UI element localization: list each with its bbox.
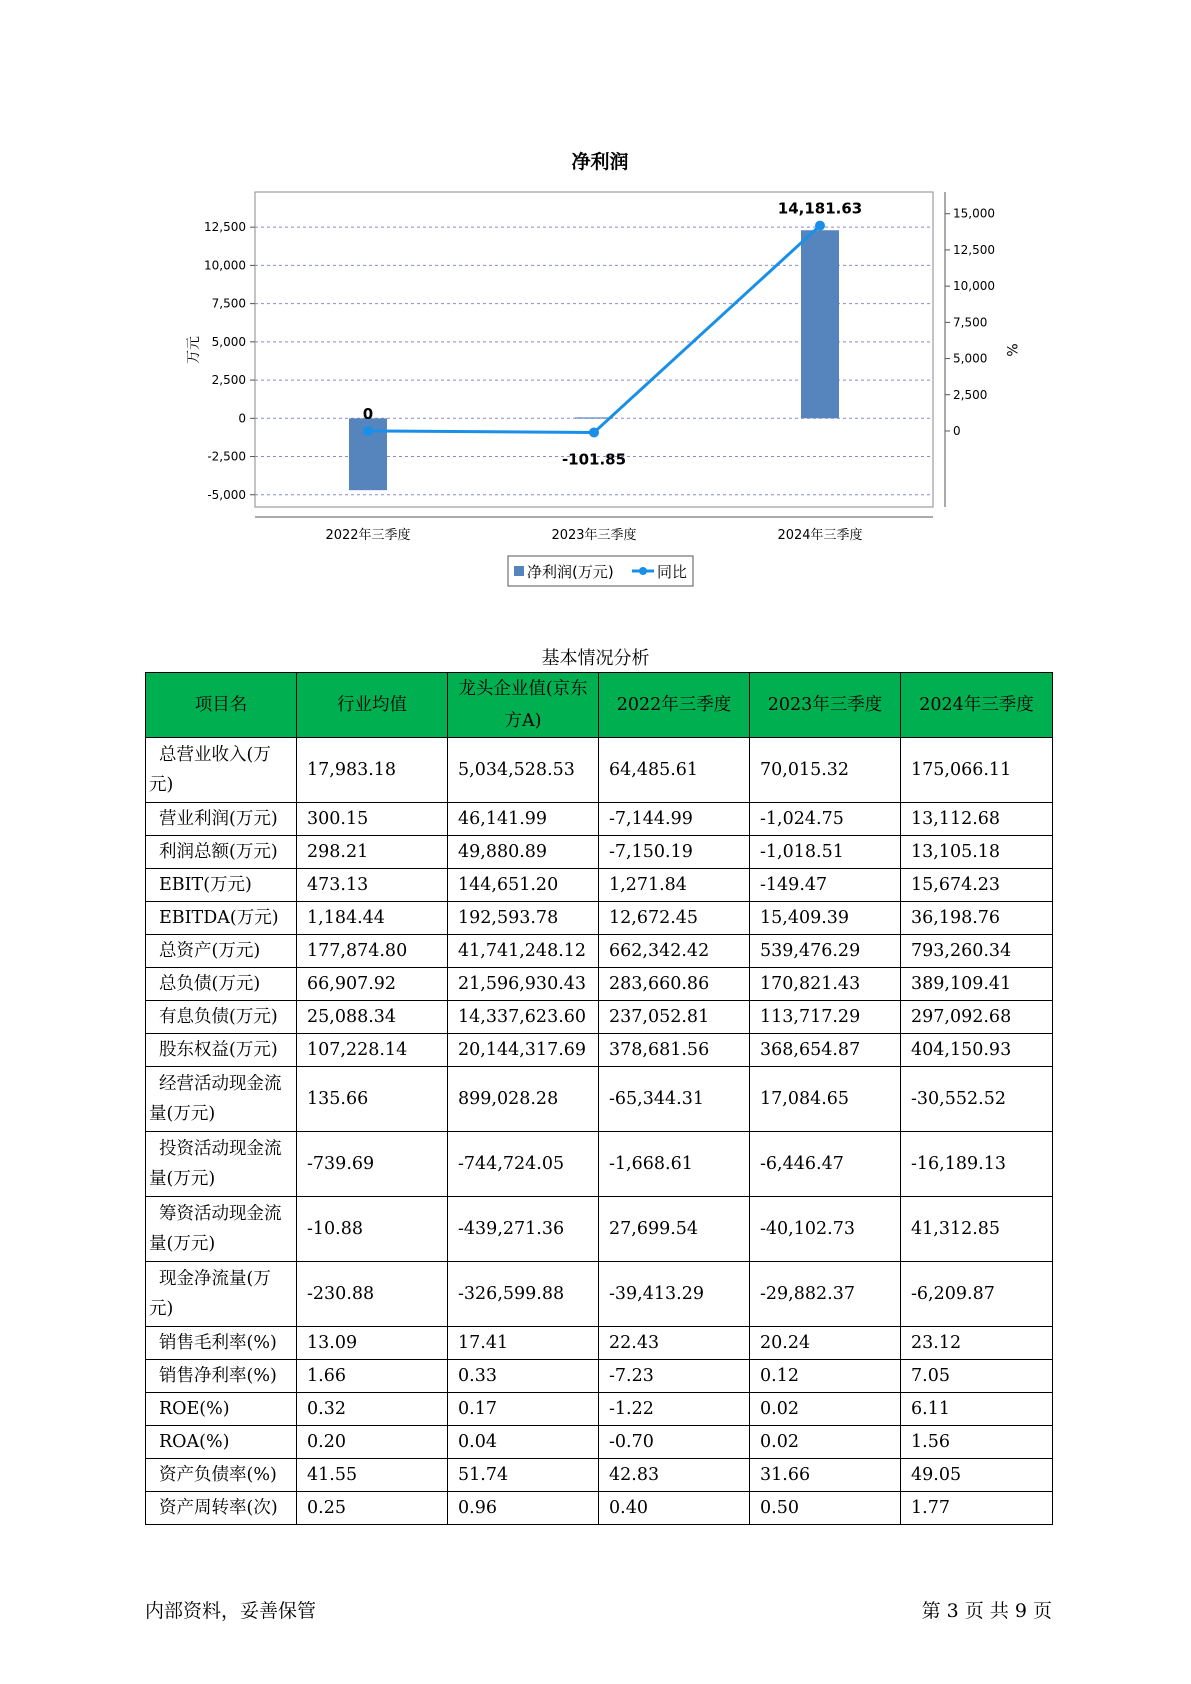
line-point [363,426,373,436]
table-row [146,836,1053,869]
value-cell: 107,228.14 [297,1034,448,1067]
value-cell: 41,312.85 [901,1197,1053,1262]
table-row [146,1426,1053,1459]
value-cell: 1.56 [901,1426,1053,1459]
value-cell: -16,189.13 [901,1132,1053,1197]
x-tick-label: 2023年三季度 [551,528,637,543]
y-tick-label: 10,000 [204,258,246,273]
value-cell: -230.88 [297,1262,448,1327]
table-row [146,1262,1053,1327]
legend-bar-label: 净利润(万元) [527,563,614,581]
y-axis-label: 万元 [186,336,202,364]
value-cell: 17.41 [448,1327,599,1360]
table-row [146,1067,1053,1132]
value-cell: 42.83 [599,1459,750,1492]
row-label-cell: 总负债(万元) [146,968,297,1001]
value-cell: 41,741,248.12 [448,935,599,968]
y2-tick-label: 5,000 [953,351,988,366]
value-cell: 175,066.11 [901,738,1053,803]
value-cell: -39,413.29 [599,1262,750,1327]
table-row [146,902,1053,935]
value-cell: 6.11 [901,1393,1053,1426]
value-cell: -1,668.61 [599,1132,750,1197]
value-cell: 13,105.18 [901,836,1053,869]
value-cell: 1.66 [297,1360,448,1393]
y2-tick-label: 0 [953,423,961,438]
y-tick-label: -2,500 [207,449,246,464]
table-row [146,1197,1053,1262]
value-cell: 15,674.23 [901,869,1053,902]
value-cell: 14,337,623.60 [448,1001,599,1034]
value-cell: 170,821.43 [750,968,901,1001]
value-cell: -1,018.51 [750,836,901,869]
value-cell: 0.32 [297,1393,448,1426]
value-cell: -65,344.31 [599,1067,750,1132]
line-point [815,221,825,231]
value-cell: 46,141.99 [448,803,599,836]
value-cell: 64,485.61 [599,738,750,803]
y2-tick-label: 15,000 [953,206,995,221]
value-cell: 27,699.54 [599,1197,750,1262]
table-row [146,803,1053,836]
row-label-cell: 投资活动现金流量(万元) [146,1132,297,1197]
row-label-cell: 总资产(万元) [146,935,297,968]
table-row [146,1327,1053,1360]
y-tick-label: 5,000 [211,334,246,349]
chart-title: 净利润 [571,151,629,173]
value-cell: -6,446.47 [750,1132,901,1197]
table-row [146,869,1053,902]
table-row [146,935,1053,968]
value-cell: -40,102.73 [750,1197,901,1262]
value-cell: 0.02 [750,1426,901,1459]
legend-line-label: 同比 [657,563,688,581]
value-cell: -0.70 [599,1426,750,1459]
value-cell: 1.77 [901,1492,1053,1525]
table-row [146,1034,1053,1067]
value-cell: 144,651.20 [448,869,599,902]
value-cell: 31.66 [750,1459,901,1492]
y2-axis-label: % [1003,343,1019,357]
data-label: 14,181.63 [777,199,863,218]
value-cell: -7,144.99 [599,803,750,836]
data-label: 0 [362,404,374,423]
table-row [146,738,1053,803]
y2-tick-label: 7,500 [953,315,988,330]
value-cell: -739.69 [297,1132,448,1197]
col-header-industry-avg: 行业均值 [297,673,448,738]
value-cell: 1,184.44 [297,902,448,935]
footer-confidential: 内部资料，妥善保管 [145,1600,317,1622]
table-header-row [146,673,1053,738]
value-cell: 0.20 [297,1426,448,1459]
value-cell: 135.66 [297,1067,448,1132]
value-cell: 404,150.93 [901,1034,1053,1067]
value-cell: -10.88 [297,1197,448,1262]
value-cell: 0.33 [448,1360,599,1393]
y2-tick-label: 10,000 [953,279,995,294]
line-point [589,427,599,437]
value-cell: -744,724.05 [448,1132,599,1197]
table-row [146,1393,1053,1426]
value-cell: -29,882.37 [750,1262,901,1327]
row-label-cell: 利润总额(万元) [146,836,297,869]
row-label-cell: 有息负债(万元) [146,1001,297,1034]
bar [801,230,839,418]
net-profit-chart [0,0,1191,600]
y2-tick-label: 12,500 [953,242,995,257]
value-cell: 36,198.76 [901,902,1053,935]
value-cell: -149.47 [750,869,901,902]
row-label-cell: ROA(%) [146,1426,297,1459]
value-cell: 20,144,317.69 [448,1034,599,1067]
value-cell: 49,880.89 [448,836,599,869]
table-row [146,968,1053,1001]
value-cell: -1,024.75 [750,803,901,836]
value-cell: 15,409.39 [750,902,901,935]
value-cell: 368,654.87 [750,1034,901,1067]
table-row [146,1360,1053,1393]
row-label-cell: 营业利润(万元) [146,803,297,836]
row-label-cell: 销售净利率(%) [146,1360,297,1393]
col-header-item: 项目名 [146,673,297,738]
value-cell: 20.24 [750,1327,901,1360]
value-cell: 41.55 [297,1459,448,1492]
value-cell: 13.09 [297,1327,448,1360]
analysis-table [145,672,1053,1525]
col-header-2022q3: 2022年三季度 [599,673,750,738]
col-header-leader: 龙头企业值(京东方A) [448,673,599,738]
value-cell: 662,342.42 [599,935,750,968]
value-cell: 237,052.81 [599,1001,750,1034]
value-cell: 17,084.65 [750,1067,901,1132]
row-label-cell: 资产周转率(次) [146,1492,297,1525]
y-tick-label: 7,500 [211,296,246,311]
value-cell: 283,660.86 [599,968,750,1001]
value-cell: 0.02 [750,1393,901,1426]
value-cell: 0.25 [297,1492,448,1525]
row-label-cell: 现金净流量(万元) [146,1262,297,1327]
row-label-cell: 筹资活动现金流量(万元) [146,1197,297,1262]
value-cell: 0.04 [448,1426,599,1459]
x-tick-label: 2024年三季度 [777,528,863,543]
row-label-cell: EBITDA(万元) [146,902,297,935]
value-cell: 297,092.68 [901,1001,1053,1034]
y-tick-label: 2,500 [211,373,246,388]
row-label-cell: 股东权益(万元) [146,1034,297,1067]
value-cell: 13,112.68 [901,803,1053,836]
row-label-cell: ROE(%) [146,1393,297,1426]
value-cell: -7,150.19 [599,836,750,869]
value-cell: 22.43 [599,1327,750,1360]
value-cell: 0.12 [750,1360,901,1393]
value-cell: -7.23 [599,1360,750,1393]
value-cell: 113,717.29 [750,1001,901,1034]
value-cell: 21,596,930.43 [448,968,599,1001]
value-cell: 0.40 [599,1492,750,1525]
y-tick-label: -5,000 [207,487,246,502]
value-cell: 51.74 [448,1459,599,1492]
value-cell: 539,476.29 [750,935,901,968]
value-cell: 0.50 [750,1492,901,1525]
y-tick-label: 12,500 [204,220,246,235]
table-row [146,1492,1053,1525]
y-tick-label: 0 [238,411,246,426]
legend-line-marker [639,567,647,575]
value-cell: 298.21 [297,836,448,869]
value-cell: 0.96 [448,1492,599,1525]
value-cell: -30,552.52 [901,1067,1053,1132]
value-cell: 5,034,528.53 [448,738,599,803]
table-body [146,738,1053,1525]
data-label: -101.85 [561,450,627,469]
row-label-cell: 销售毛利率(%) [146,1327,297,1360]
row-label-cell: 经营活动现金流量(万元) [146,1067,297,1132]
value-cell: 0.17 [448,1393,599,1426]
value-cell: 66,907.92 [297,968,448,1001]
value-cell: 378,681.56 [599,1034,750,1067]
footer-page-number: 第 3 页 共 9 页 [921,1600,1052,1622]
table-row [146,1001,1053,1034]
col-header-2023q3: 2023年三季度 [750,673,901,738]
value-cell: 473.13 [297,869,448,902]
value-cell: 12,672.45 [599,902,750,935]
value-cell: -326,599.88 [448,1262,599,1327]
value-cell: 389,109.41 [901,968,1053,1001]
x-tick-label: 2022年三季度 [325,528,411,543]
value-cell: -1.22 [599,1393,750,1426]
value-cell: 49.05 [901,1459,1053,1492]
row-label-cell: EBIT(万元) [146,869,297,902]
value-cell: 1,271.84 [599,869,750,902]
value-cell: 23.12 [901,1327,1053,1360]
table-row [146,1132,1053,1197]
value-cell: -439,271.36 [448,1197,599,1262]
value-cell: 25,088.34 [297,1001,448,1034]
row-label-cell: 总营业收入(万元) [146,738,297,803]
value-cell: 300.15 [297,803,448,836]
y2-tick-label: 2,500 [953,387,988,402]
col-header-2024q3: 2024年三季度 [901,673,1053,738]
table-row [146,1459,1053,1492]
value-cell: 17,983.18 [297,738,448,803]
value-cell: 177,874.80 [297,935,448,968]
value-cell: 192,593.78 [448,902,599,935]
value-cell: 793,260.34 [901,935,1053,968]
chart-legend [508,556,693,586]
table-caption: 基本情况分析 [541,648,650,669]
value-cell: -6,209.87 [901,1262,1053,1327]
row-label-cell: 资产负债率(%) [146,1459,297,1492]
legend-bar-swatch [514,566,524,576]
value-cell: 7.05 [901,1360,1053,1393]
value-cell: 899,028.28 [448,1067,599,1132]
value-cell: 70,015.32 [750,738,901,803]
